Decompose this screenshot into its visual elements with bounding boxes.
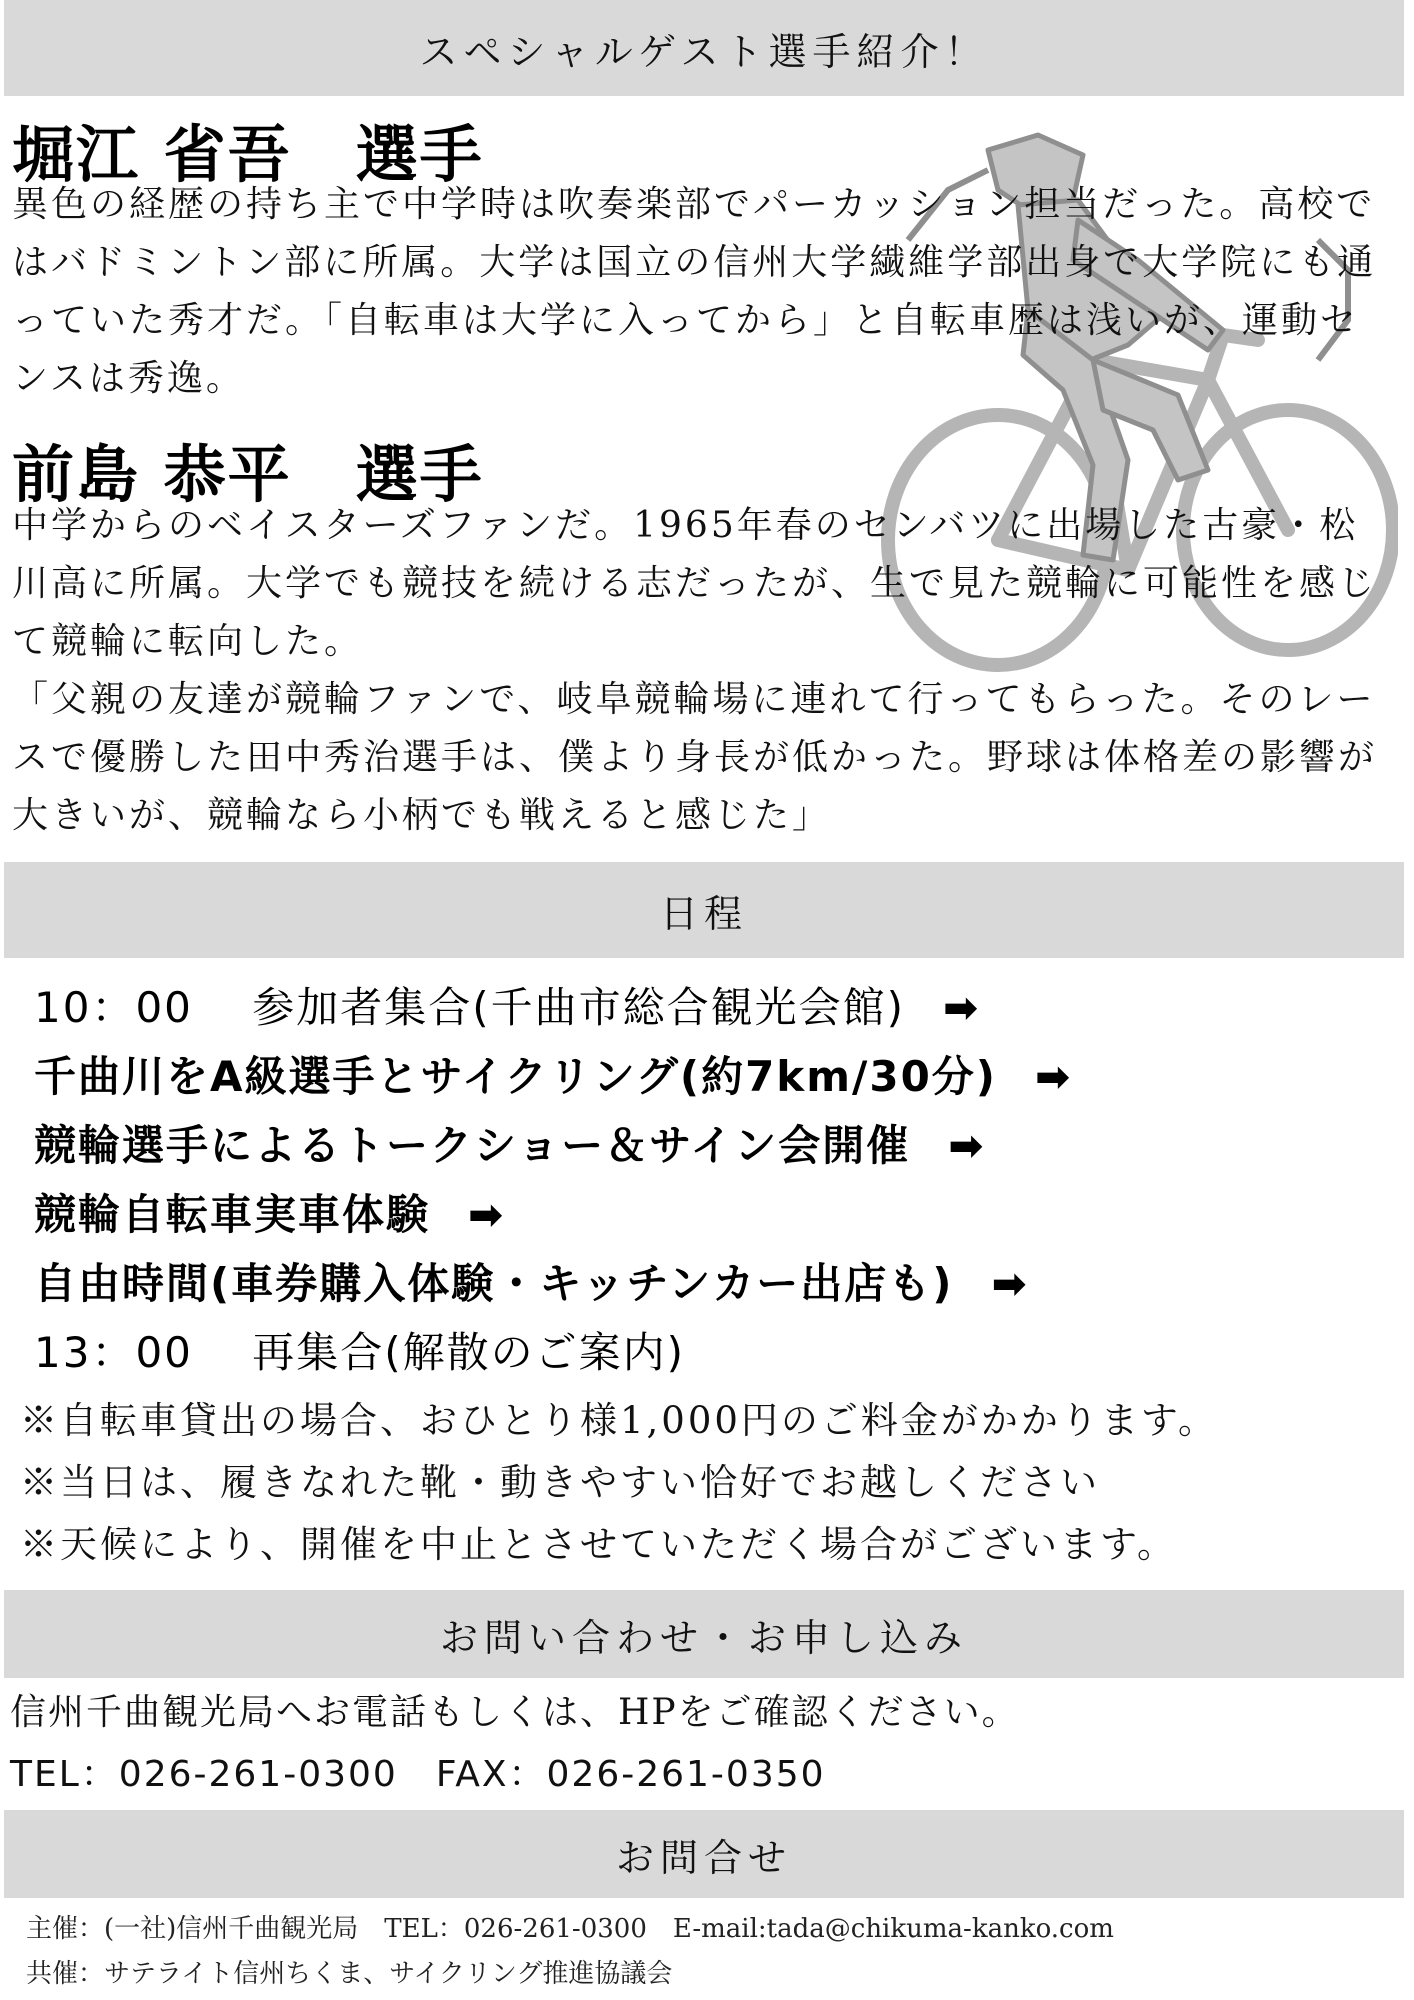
guest2-bio-text: 中学からのベイスターズファンだ。1965年春のセンバツに出場した古豪・松川高に所属。大学でも競技を続ける志だったが、生で見た競輪に可能性を感じて競輪に転向した。 (12, 505, 1378, 662)
schedule-time: 13：00 (34, 1328, 193, 1377)
guest2-quote: 「父親の友達が競輪ファンで、岐阜競輪場に連れて行ってもらった。そのレースで優勝した田中秀治選手は、僕より身長が低かった。野球は体格差の影響が大きいが、競輪なら小柄でも戦えると感じた」 (12, 679, 1378, 836)
schedule-item (34, 1042, 1374, 1111)
right-arrow-icon: ➡ (991, 1259, 1029, 1308)
schedule-text: 再集合(解散のご案内) (252, 1328, 686, 1377)
schedule-text: 千曲川をA級選手とサイクリング(約7km/30分) (34, 1052, 997, 1101)
right-arrow-icon: ➡ (943, 983, 981, 1032)
note-line: ※当日は、履きなれた靴・動きやすい恰好でお越しください (20, 1461, 1100, 1504)
schedule-item (34, 973, 1374, 1042)
contact-line: 信州千曲観光局へお電話もしくは、HPをご確認ください。 (10, 1692, 1020, 1733)
schedule-notes (20, 1390, 1400, 1576)
schedule-text: 競輪自転車実車体験 (34, 1190, 431, 1239)
inquiry-header-text: お問合せ (615, 1835, 792, 1880)
guests-header-text: スペシャルゲスト選手紹介！ (419, 29, 989, 74)
contact-phone-fax: TEL：026-261-0300 FAX：026-261-0350 (10, 1754, 826, 1795)
footer (26, 1907, 1114, 1997)
guest1-name: 堀江 省吾 選手 (12, 118, 484, 191)
contact-header (4, 1590, 1404, 1678)
schedule-item (34, 1249, 1374, 1318)
schedule-text: 自由時間(車券購入体験・キッチンカー出店も) (34, 1259, 954, 1308)
guest2-bio (12, 497, 1387, 845)
schedule-text: 競輪選手によるトークショー＆サイン会開催 (34, 1121, 911, 1170)
schedule-header (4, 862, 1404, 958)
inquiry-header (4, 1810, 1404, 1898)
note-line: ※天候により、開催を中止とさせていただく場合がございます。 (20, 1523, 1178, 1566)
right-arrow-icon: ➡ (1034, 1052, 1073, 1101)
schedule-time: 10：00 (34, 983, 193, 1032)
guest1-bio (12, 176, 1387, 408)
schedule-item (34, 1318, 1374, 1387)
schedule-item (34, 1111, 1374, 1180)
guest1-bio-text: 異色の経歴の持ち主で中学時は吹奏楽部でパーカッション担当だった。高校ではバドミントン部に所属。大学は国立の信州大学繊維学部出身で大学院にも通っていた秀才だ。「自転車は大学に入ってから」と自転車歴は浅いが、運動センスは秀逸。 (12, 184, 1377, 399)
schedule-item (34, 1180, 1374, 1249)
guests-header (4, 0, 1404, 96)
right-arrow-icon: ➡ (948, 1121, 986, 1170)
schedule-list (34, 973, 1374, 1387)
cosponsor-line: 共催：サテライト信州ちくま、サイクリング推進協議会 (26, 1959, 673, 1989)
right-arrow-icon: ➡ (468, 1190, 506, 1239)
organizer-line: 主催：(一社)信州千曲観光局 TEL：026-261-0300 E-mail:tada@chikuma-kanko.com (26, 1914, 1114, 1944)
note-line: ※自転車貸出の場合、おひとり様1,000円のご料金がかかります。 (20, 1399, 1218, 1442)
contact-header-text: お問い合わせ・お申し込み (439, 1615, 968, 1660)
guest2-name: 前島 恭平 選手 (12, 438, 484, 511)
schedule-header-text: 日程 (659, 891, 748, 936)
contact-info (10, 1682, 1020, 1806)
schedule-text: 参加者集合(千曲市総合観光会館) (252, 983, 906, 1032)
